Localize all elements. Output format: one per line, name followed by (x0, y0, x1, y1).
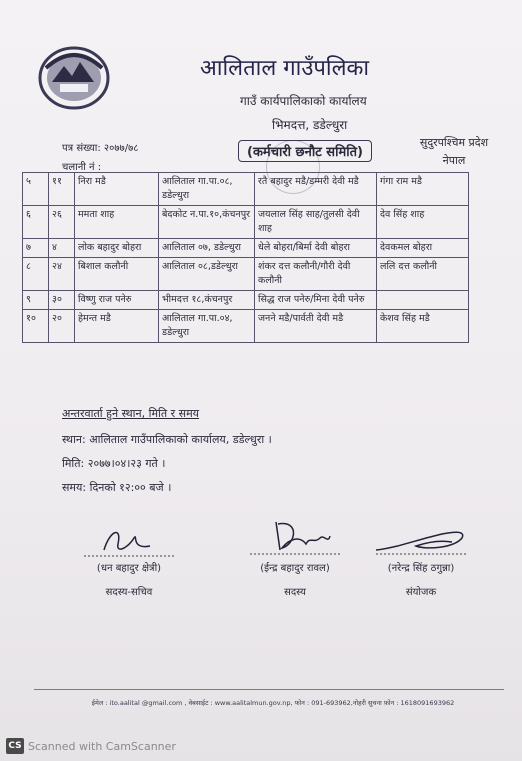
cell-parents: रतै बहादुर मडै/डम्मरी देवी मडै (255, 173, 377, 206)
signature-block-1 (64, 520, 194, 598)
nepal-emblem-logo (36, 38, 112, 114)
country-name: नेपाल (442, 154, 466, 167)
cell-address: भीमदत्त १८,कंचनपुर (159, 291, 255, 310)
cell-sn: १० (23, 310, 49, 343)
cell-address: आलिताल गा.पा.०८, डडेल्धुरा (159, 173, 255, 206)
footer-divider (34, 689, 504, 690)
camscanner-logo-icon: CS (6, 738, 24, 754)
cell-address: आलिताल ०८,डडेल्धुरा (159, 258, 255, 291)
table-row (23, 239, 469, 258)
cell-no: ३० (49, 291, 75, 310)
interview-heading: अन्तरवार्ता हुने स्थान, मिति र समय (62, 407, 200, 420)
cell-sn: ९ (23, 291, 49, 310)
table-row (23, 291, 469, 310)
office-location: भिमदत्त, डडेल्धुरा (272, 118, 348, 132)
signatory-role: सदस्य (284, 587, 306, 598)
cell-sn: ८ (23, 258, 49, 291)
cell-no: ४ (49, 239, 75, 258)
cell-name: बिशाल कलौनी (75, 258, 159, 291)
cell-no: ११ (49, 173, 75, 206)
footer-contact: ईमेल : ito.aalital @gmail.com , वेबसाईट : www.aalitalmun.gov.np, फोन : 091-693962,नोहरी सुचना फ़ोन : 1618091693962 (91, 699, 455, 707)
dispatch-number: चलानी नं : (62, 162, 102, 173)
interview-place: स्थान: आलिताल गाउँपालिकाको कार्यालय, डडेल्धुरा । (62, 433, 272, 446)
cell-grandfather: देवकमल बोहरा (377, 239, 469, 258)
cell-parents: शंकर दत्त कलौनी/गौरी देवी कलौनी (255, 258, 377, 291)
cell-sn: ७ (23, 239, 49, 258)
cell-name: हेमन्त मडै (75, 310, 159, 343)
cell-parents: धेले बोहरा/बिर्मा देवी बोहरा (255, 239, 377, 258)
page-title: आलिताल गाउँपलिका (200, 56, 370, 81)
province-name: सुदुरपश्चिम प्रदेश (419, 136, 489, 149)
cell-name: ममता शाह (75, 206, 159, 239)
interview-date: मिति: २०७७।०४।२३ गते । (62, 457, 166, 470)
signatory-role: संयोजक (405, 587, 437, 598)
cell-no: २० (49, 310, 75, 343)
letter-number: पत्र संख्या: २०७७/७८ (62, 143, 139, 154)
cell-no: २६ (49, 206, 75, 239)
signature-block-3 (356, 520, 486, 598)
table-row (23, 206, 469, 239)
signature-image (64, 520, 194, 560)
signature-image (230, 514, 360, 560)
office-name: गाउँ कार्यपालिकाको कार्यालय (240, 94, 367, 108)
cell-grandfather: केशव सिंह मडै (377, 310, 469, 343)
cell-name: निरा मडै (75, 173, 159, 206)
cell-grandfather: गंगा राम मडै (377, 173, 469, 206)
cell-grandfather (377, 291, 469, 310)
cell-sn: ६ (23, 206, 49, 239)
signatory-role: सदस्य-सचिव (105, 587, 153, 598)
signature-image (356, 520, 486, 560)
committee-name: (कर्मचारी छनौट समिति) (238, 140, 372, 162)
signatory-name: (धन बहादुर क्षेत्री) (96, 563, 162, 574)
cell-grandfather: देव सिंह शाह (377, 206, 469, 239)
cell-name: विष्णु राज पनेरु (75, 291, 159, 310)
table-row (23, 173, 469, 206)
signature-block-2 (230, 514, 360, 598)
interview-time: समय: दिनको १२:०० बजे । (62, 481, 172, 494)
candidate-table (22, 172, 469, 343)
table-row (23, 258, 469, 291)
signatory-name: (ईन्द्र बहादुर रावल) (260, 563, 330, 574)
cell-parents: सिद्ध राज पनेरु/मिना देवी पनेरु (255, 291, 377, 310)
cell-grandfather: ललि दत्त कलौनी (377, 258, 469, 291)
province-block (404, 134, 504, 170)
cell-address: आलिताल गा.पा.०४, डडेल्धुरा (159, 310, 255, 343)
signatory-name: (नरेन्द्र सिंह ठगुन्ना) (387, 563, 455, 574)
cell-address: बेदकोट न.पा.१०,कंचनपुर (159, 206, 255, 239)
cell-sn: ५ (23, 173, 49, 206)
cell-name: लोक बहादुर बोहरा (75, 239, 159, 258)
cell-parents: जनने मडै/पार्वती देवी मडै (255, 310, 377, 343)
table-row (23, 310, 469, 343)
cell-no: २४ (49, 258, 75, 291)
scanner-watermark: Scanned with CamScanner (28, 740, 176, 753)
cell-address: आलिताल ०७, डडेल्धुरा (159, 239, 255, 258)
cell-parents: जयलाल सिंह साह/तुलसी देवी शाह (255, 206, 377, 239)
